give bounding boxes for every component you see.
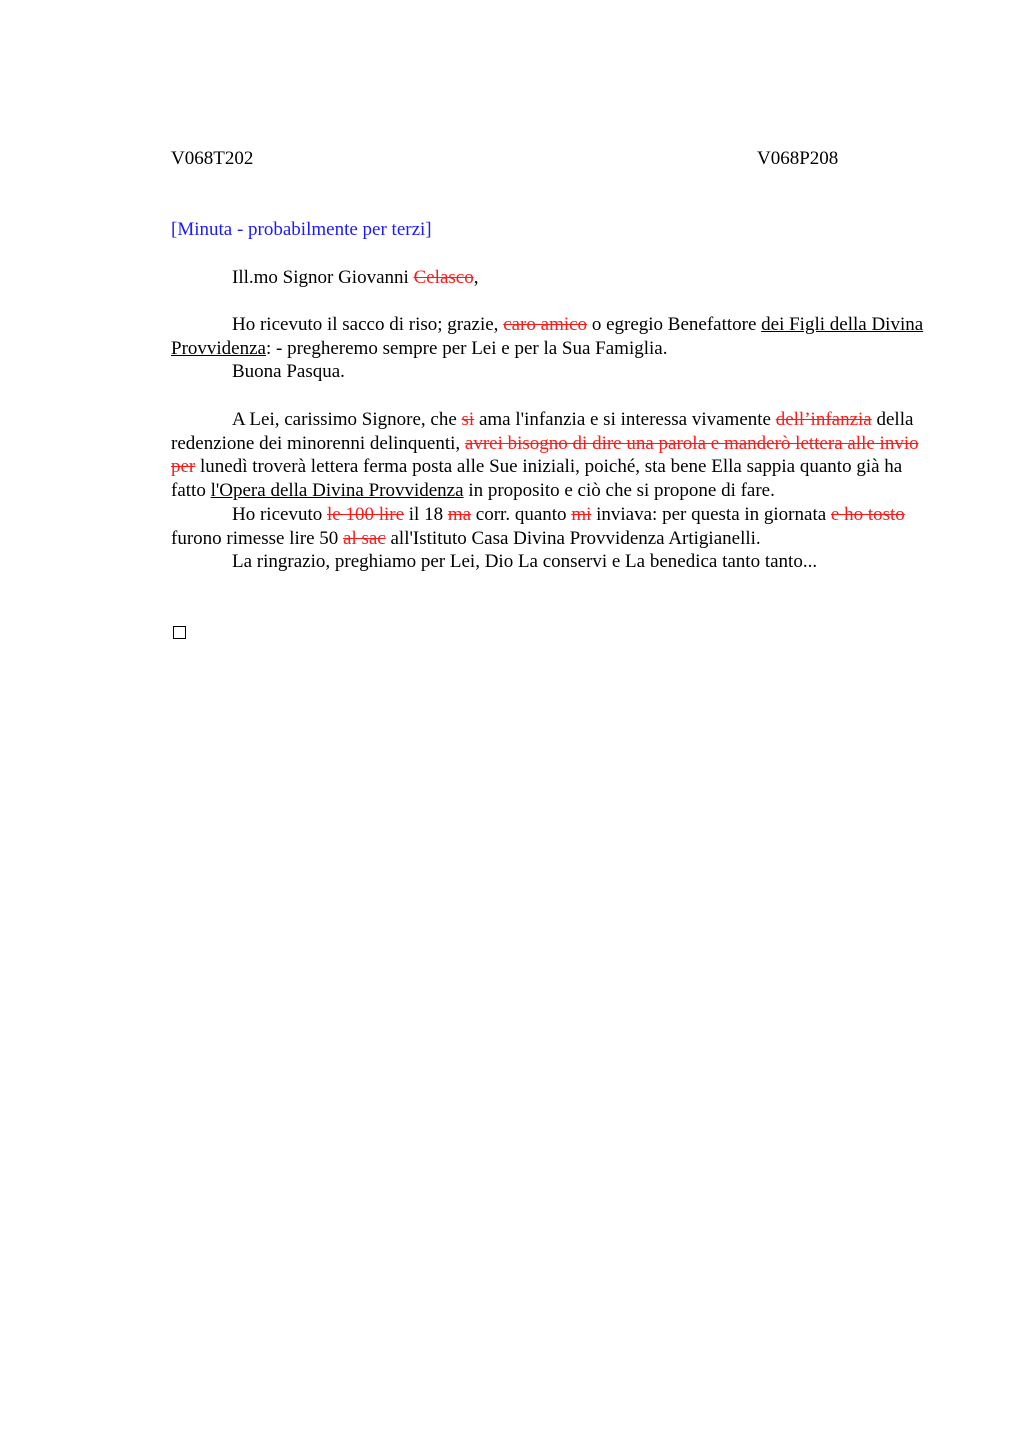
- document-code-left: V068T202: [171, 148, 254, 169]
- deleted-text: dell’infanzia: [775, 409, 872, 430]
- paragraph-3: [171, 503, 928, 550]
- salutation-text: Ill.mo Signor Giovanni: [232, 267, 414, 288]
- underlined-text: l'Opera della Divina Provvidenza: [210, 480, 464, 502]
- deleted-text: e ho tosto: [830, 503, 905, 525]
- deleted-text: al sac: [343, 527, 386, 549]
- salutation: [171, 266, 928, 290]
- text-segment: corr. quanto: [471, 503, 572, 525]
- paragraph-2: [171, 408, 928, 574]
- salutation-end: ,: [473, 267, 479, 288]
- text-segment: lunedì troverà lettera ferma posta alle Sue iniziali, poiché, sta bene Ella sappia quanto già ha fatto: [171, 456, 903, 502]
- text-segment: Ho ricevuto: [232, 503, 327, 525]
- editorial-note: [Minuta - probabilmente per terzi]: [171, 219, 432, 240]
- text-segment: della redenzione dei minorenni delinquenti,: [171, 409, 914, 454]
- text-segment: furono rimesse lire 50: [171, 527, 344, 549]
- text-segment: ama l'infanzia e si interessa vivamente: [474, 409, 776, 430]
- deleted-text: le 100 lire: [326, 503, 405, 525]
- paragraph-1: [171, 313, 928, 384]
- text-segment: all'Istituto Casa Divina Provvidenza Artigianelli.: [385, 527, 761, 549]
- text-segment: o egregio Benefattore: [587, 314, 762, 335]
- deleted-text: mi: [571, 503, 592, 525]
- deleted-text: caro amico: [503, 314, 588, 335]
- deleted-text: Celasco: [413, 267, 474, 288]
- closing-line: La ringrazio, preghiamo per Lei, Dio La conservi e La benedica tanto tanto...: [232, 551, 818, 573]
- greeting-line: Buona Pasqua.: [232, 361, 345, 383]
- deleted-text: si: [461, 409, 475, 430]
- document-code-right: V068P208: [757, 148, 839, 169]
- text-segment: inviava: per questa in giornata: [591, 503, 831, 525]
- deleted-text: ma: [447, 503, 472, 525]
- underlined-text: dei Figli della Divina Provvidenza: [171, 314, 924, 359]
- text-segment: in proposito e ciò che si propone di fare.: [463, 480, 775, 502]
- text-segment: il 18: [404, 503, 448, 525]
- end-marker-box: [173, 626, 186, 639]
- deleted-text: avrei bisogno di dire una parola e manderò lettera alle invio per: [171, 432, 919, 478]
- text-segment: A Lei, carissimo Signore, che: [232, 409, 462, 430]
- text-segment: : - pregheremo sempre per Lei e per la Sua Famiglia.: [265, 337, 668, 359]
- text-segment: Ho ricevuto il sacco di riso; grazie,: [232, 314, 504, 335]
